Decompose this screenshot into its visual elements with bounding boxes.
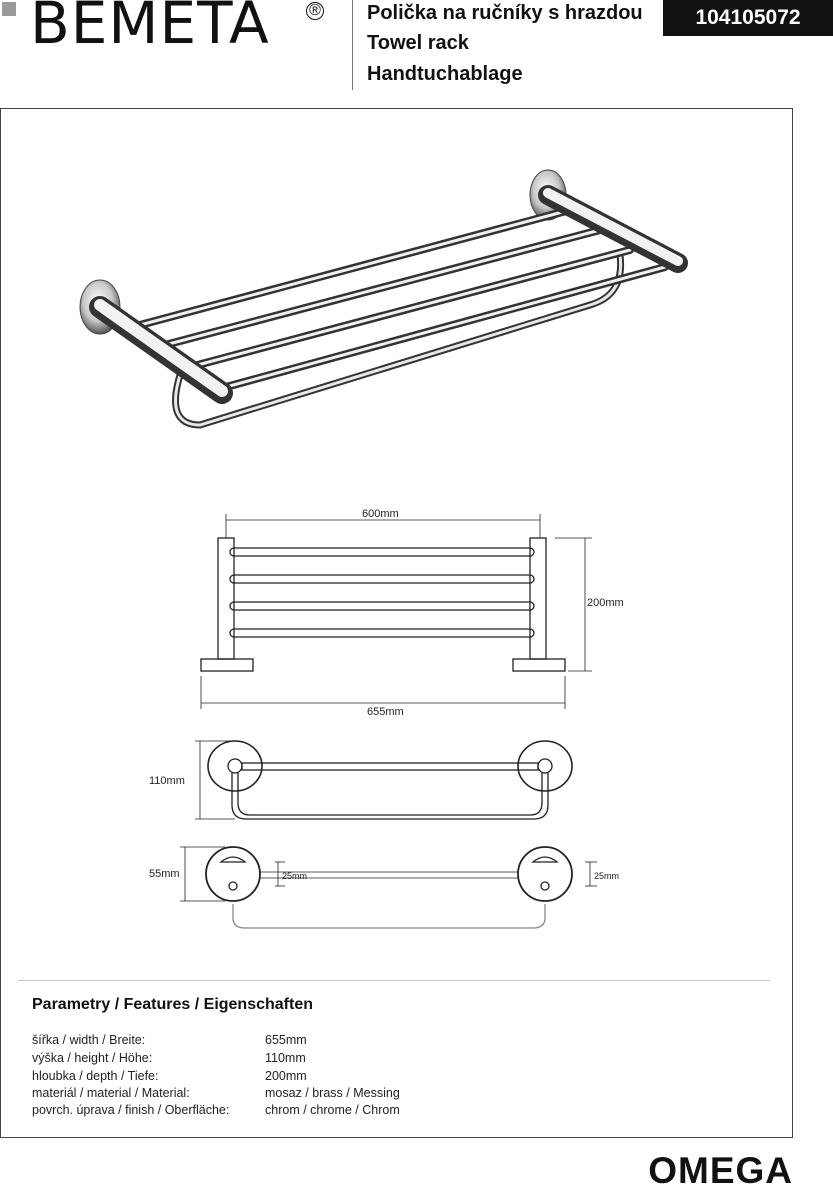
feature-value-finish: chrom / chrome / Chrom (265, 1103, 400, 1117)
product-code: 104105072 (663, 0, 833, 36)
features-heading: Parametry / Features / Eigenschaften (32, 996, 313, 1013)
top-view-drawing (195, 741, 572, 819)
feature-label-width: šířka / width / Breite: (32, 1033, 146, 1047)
dim-55: 55mm (149, 868, 180, 880)
title-cz: Polička na ručníky s hrazdou (367, 2, 643, 24)
dim-25-right: 25mm (594, 871, 620, 881)
feature-label-material: materiál / material / Material: (32, 1086, 190, 1100)
brand-logo: BEMETA (30, 0, 270, 57)
dim-200: 200mm (587, 597, 624, 609)
feature-value-width: 655mm (265, 1033, 307, 1047)
product-photo (80, 170, 678, 425)
feature-value-depth: 200mm (265, 1069, 307, 1083)
title-de: Handtuchablage (367, 63, 523, 85)
bottom-view-drawing (180, 847, 597, 928)
series-name: OMEGA (648, 1150, 793, 1191)
feature-label-depth: hloubka / depth / Tiefe: (32, 1069, 159, 1083)
feature-value-material: mosaz / brass / Messing (265, 1086, 400, 1100)
dim-110: 110mm (149, 775, 185, 787)
feature-value-height: 110mm (265, 1051, 306, 1065)
feature-label-height: výška / height / Höhe: (32, 1051, 153, 1065)
front-view-drawing (201, 514, 592, 709)
dim-25-left: 25mm (282, 871, 308, 881)
registered-mark: ® (306, 2, 324, 20)
dim-600: 600mm (362, 508, 399, 520)
feature-label-finish: povrch. úprava / finish / Oberfläche: (32, 1103, 230, 1117)
features-divider (18, 980, 770, 981)
dim-655: 655mm (367, 706, 404, 718)
title-en: Towel rack (367, 32, 469, 54)
